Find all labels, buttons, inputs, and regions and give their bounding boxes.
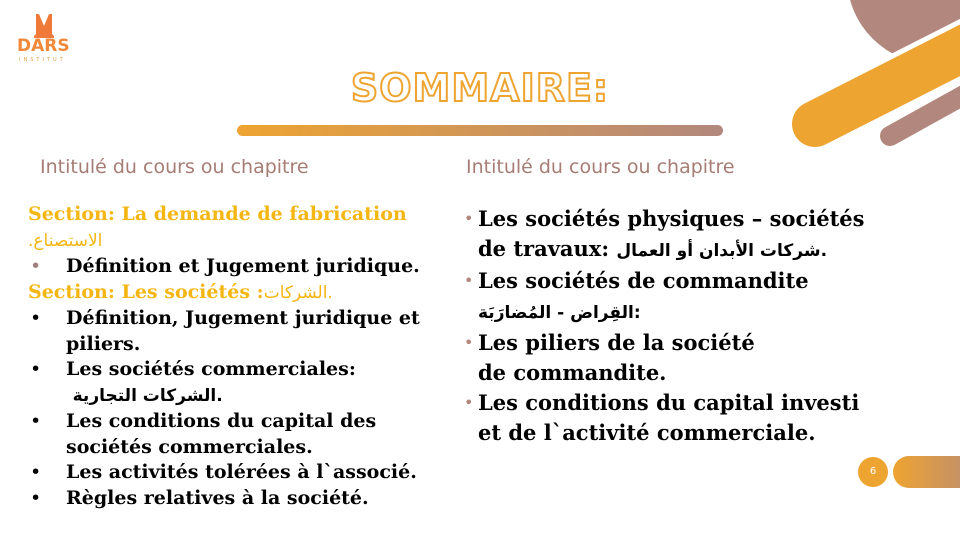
list-item [464, 388, 884, 448]
right-column-heading: Intitulé du cours ou chapitre [466, 156, 735, 178]
bullet-icon: • [464, 333, 474, 352]
list-item [28, 306, 448, 357]
section-text: Section: La demande de fabrication [28, 203, 407, 225]
list-item [28, 254, 448, 280]
page-number: 6 [858, 457, 888, 487]
list-item [28, 460, 448, 486]
bullet-icon: • [30, 307, 42, 329]
section-arabic: الشركات. [263, 282, 333, 303]
section-heading [28, 202, 448, 254]
list-item-text: de commandite. [478, 360, 667, 385]
bullet-icon: • [30, 461, 42, 483]
list-item-text: Définition, Jugement juridique et piliers. [66, 307, 420, 355]
left-column-content [28, 202, 448, 511]
right-column-content [464, 204, 884, 448]
list-item [464, 204, 884, 266]
section-heading [28, 280, 448, 307]
decorative-page-bar [893, 456, 960, 488]
list-item [28, 357, 448, 409]
section-text: Section: Les sociétés : [28, 280, 264, 303]
bullet-icon: • [464, 393, 474, 412]
bullet-icon: • [30, 358, 42, 380]
list-item-text: Les sociétés commerciales: [66, 358, 356, 380]
list-item-text: Les piliers de la société [478, 330, 755, 355]
slide-title: SOMMAIRE: [350, 66, 610, 110]
list-item [28, 409, 448, 460]
left-column-heading: Intitulé du cours ou chapitre [40, 156, 309, 178]
dars-logo [14, 10, 74, 66]
list-item [28, 486, 448, 512]
list-item-text: Les sociétés physiques – sociétés [478, 206, 865, 231]
list-item [464, 266, 884, 328]
bullet-icon: • [30, 255, 42, 277]
section-arabic: الاستصناع. [28, 230, 103, 251]
list-item-text: Règles relatives à la société. [66, 486, 369, 509]
bullet-icon: • [30, 486, 42, 509]
list-item-text: de travaux: [478, 236, 610, 261]
list-item [464, 328, 884, 388]
title-underline [237, 125, 723, 136]
bullet-icon: • [464, 271, 474, 290]
list-item-arabic: القِراض - المُضارَبَة: [478, 303, 641, 323]
list-item-text: Les conditions du capital investi [478, 390, 860, 415]
bullet-icon: • [464, 209, 474, 228]
list-item-text: Les activités tolérées à l`associé. [66, 461, 417, 483]
list-item-text: Les conditions du capital des sociétés commerciales. [66, 410, 377, 458]
list-item-text: Définition et Jugement juridique. [66, 255, 420, 277]
list-item-arabic: شركات الأبدان أو العمال. [616, 241, 828, 261]
logo-subtitle: INSTITUT [19, 57, 66, 63]
list-item-text: Les sociétés de commandite [478, 268, 809, 293]
bullet-icon: • [30, 410, 42, 432]
list-item-arabic: الشركات التجارية. [72, 385, 223, 406]
list-item-text: et de l`activité commerciale. [478, 420, 816, 445]
logo-text: DARS [17, 36, 70, 56]
